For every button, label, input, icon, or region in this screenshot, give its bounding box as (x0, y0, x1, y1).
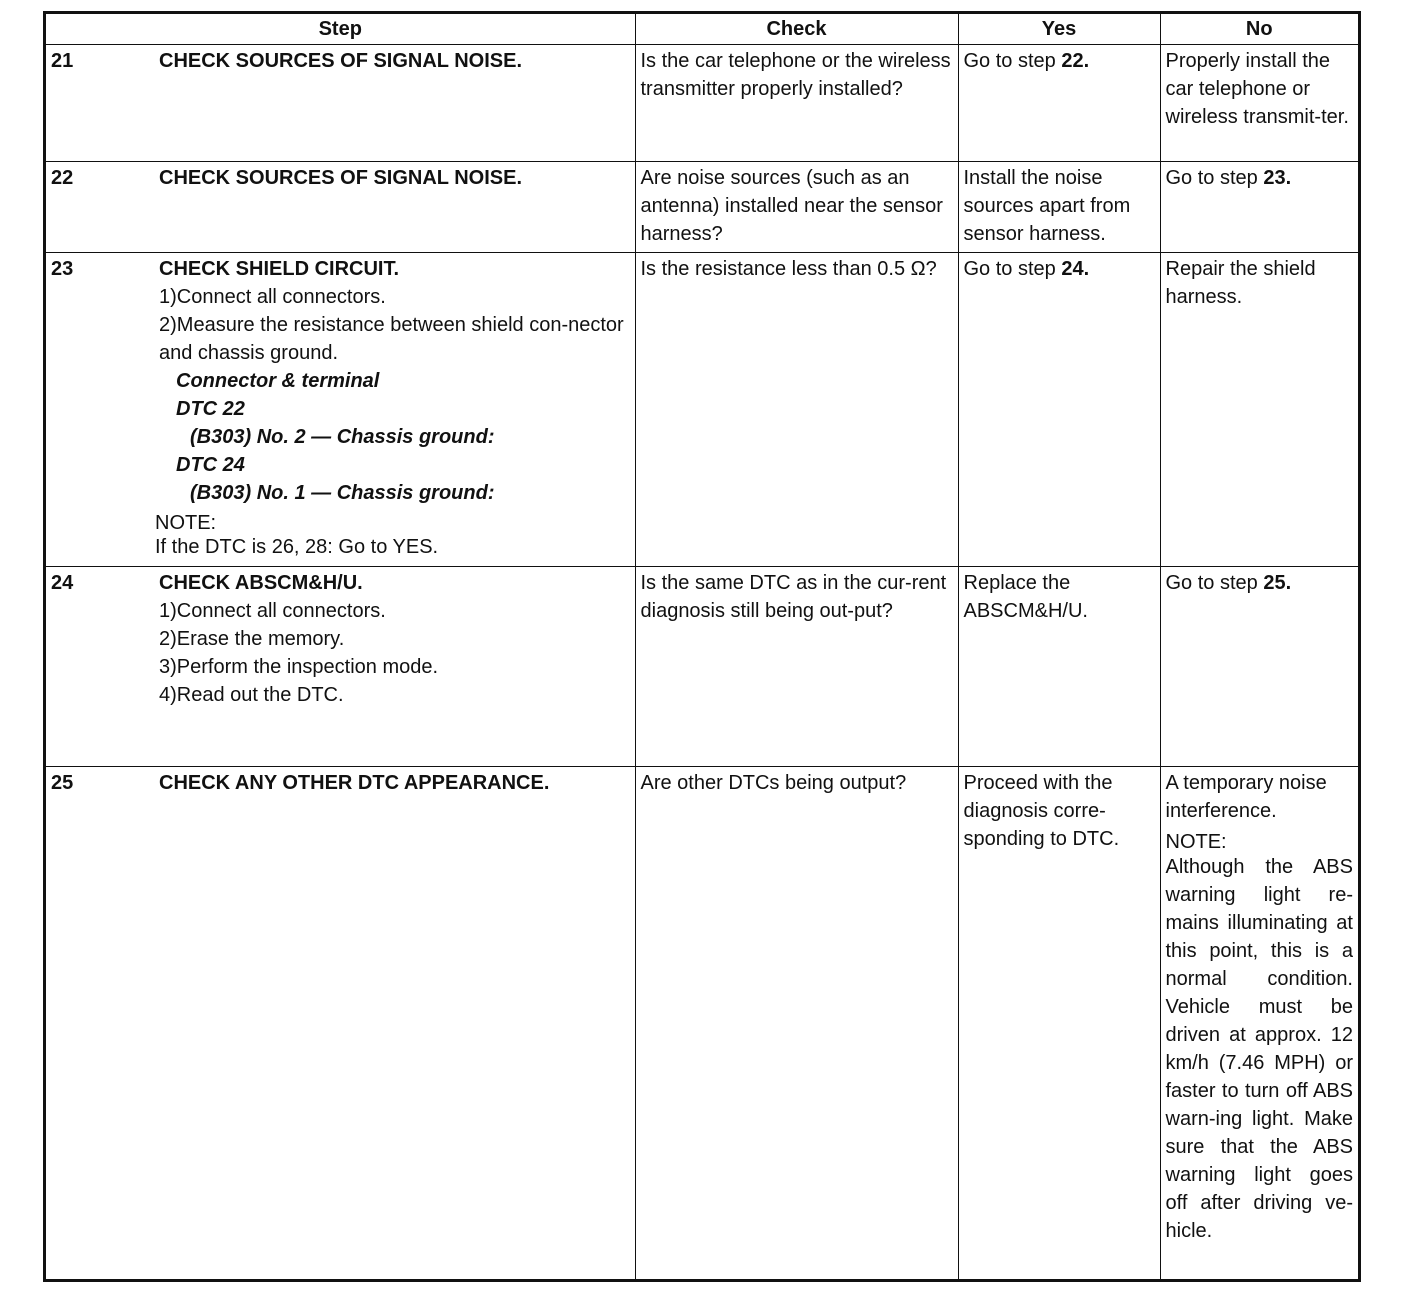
diagnostic-table (46, 14, 1358, 1279)
yes-cell (958, 45, 1160, 162)
procedure-step: 1)Connect all connectors. (159, 600, 386, 622)
note-label: NOTE: (155, 512, 217, 534)
yes-text: Go to step (963, 50, 1062, 72)
dtc-label: DTC 22 (176, 398, 245, 420)
dtc-label: DTC 24 (176, 454, 245, 476)
procedure-step: 2)Erase the memory. (159, 628, 345, 650)
note-text: Although the ABS warning light re-mains illuminating at this point, this is a normal condition. Vehicle must be driven at approx. 12 km/h (7.46 MPH) or faster to turn off ABS warn-ing light. Make sure that the ABS warning light goes off after driving ve-hicle. (1165, 856, 1353, 1242)
step-number: 23 (51, 258, 74, 280)
header-no: No (1160, 14, 1358, 45)
no-main-text: A temporary noise interference. (1165, 772, 1327, 822)
yes-cell (958, 253, 1160, 567)
header-step: Step (46, 14, 635, 45)
yes-cell: Proceed with the diagnosis corre-sponding to DTC. (958, 767, 1160, 1280)
procedure-step: 3)Perform the inspection mode. (159, 656, 439, 678)
table-row (46, 567, 1358, 767)
procedure-step: 1)Connect all connectors. (159, 286, 386, 308)
step-cell (46, 767, 635, 1280)
no-cell: Repair the shield harness. (1160, 253, 1358, 567)
no-text: Go to step (1165, 167, 1264, 189)
header-row (46, 14, 1358, 45)
step-title: CHECK ANY OTHER DTC APPEARANCE. (159, 772, 550, 794)
note-label: NOTE: (1165, 831, 1227, 853)
note-text: If the DTC is 26, 28: Go to YES. (155, 536, 439, 558)
step-cell (46, 162, 635, 253)
step-title: CHECK SOURCES OF SIGNAL NOISE. (159, 167, 523, 189)
yes-step-ref: 22. (1061, 50, 1090, 72)
procedure-step: 2)Measure the resistance between shield con-nector and chassis ground. (159, 314, 624, 364)
step-number: 25 (51, 772, 74, 794)
step-cell (46, 45, 635, 162)
check-cell: Are noise sources (such as an antenna) installed near the sensor harness? (635, 162, 958, 253)
step-number: 24 (51, 572, 74, 594)
step-number: 21 (51, 50, 74, 72)
no-text: Go to step (1165, 572, 1264, 594)
table-row (46, 767, 1358, 1280)
check-cell: Is the car telephone or the wireless transmitter properly installed? (635, 45, 958, 162)
step-title: CHECK SOURCES OF SIGNAL NOISE. (159, 50, 523, 72)
yes-cell: Install the noise sources apart from sensor harness. (958, 162, 1160, 253)
table-row (46, 45, 1358, 162)
step-title: CHECK ABSCM&H/U. (159, 572, 363, 594)
step-cell (46, 253, 635, 567)
no-step-ref: 23. (1263, 167, 1292, 189)
no-cell: Properly install the car telephone or wireless transmit-ter. (1160, 45, 1358, 162)
procedure-step: 4)Read out the DTC. (159, 684, 344, 706)
no-cell (1160, 162, 1358, 253)
note-block (155, 511, 630, 559)
yes-text: Go to step (963, 258, 1062, 280)
step-number: 22 (51, 167, 74, 189)
spec-heading: Connector & terminal (176, 370, 380, 392)
no-cell (1160, 767, 1358, 1280)
no-cell (1160, 567, 1358, 767)
check-cell: Is the resistance less than 0.5 Ω? (635, 253, 958, 567)
no-step-ref: 25. (1263, 572, 1292, 594)
step-title: CHECK SHIELD CIRCUIT. (159, 258, 400, 280)
yes-step-ref: 24. (1061, 258, 1090, 280)
terminal-spec: (B303) No. 2 — Chassis ground: (190, 426, 495, 448)
table-row (46, 253, 1358, 567)
check-cell: Is the same DTC as in the cur-rent diagnosis still being out-put? (635, 567, 958, 767)
terminal-spec: (B303) No. 1 — Chassis ground: (190, 482, 495, 504)
yes-cell: Replace the ABSCM&H/U. (958, 567, 1160, 767)
check-cell: Are other DTCs being output? (635, 767, 958, 1280)
header-yes: Yes (958, 14, 1160, 45)
diagnostic-table-frame (43, 11, 1361, 1282)
header-check: Check (635, 14, 958, 45)
step-cell (46, 567, 635, 767)
table-row (46, 162, 1358, 253)
